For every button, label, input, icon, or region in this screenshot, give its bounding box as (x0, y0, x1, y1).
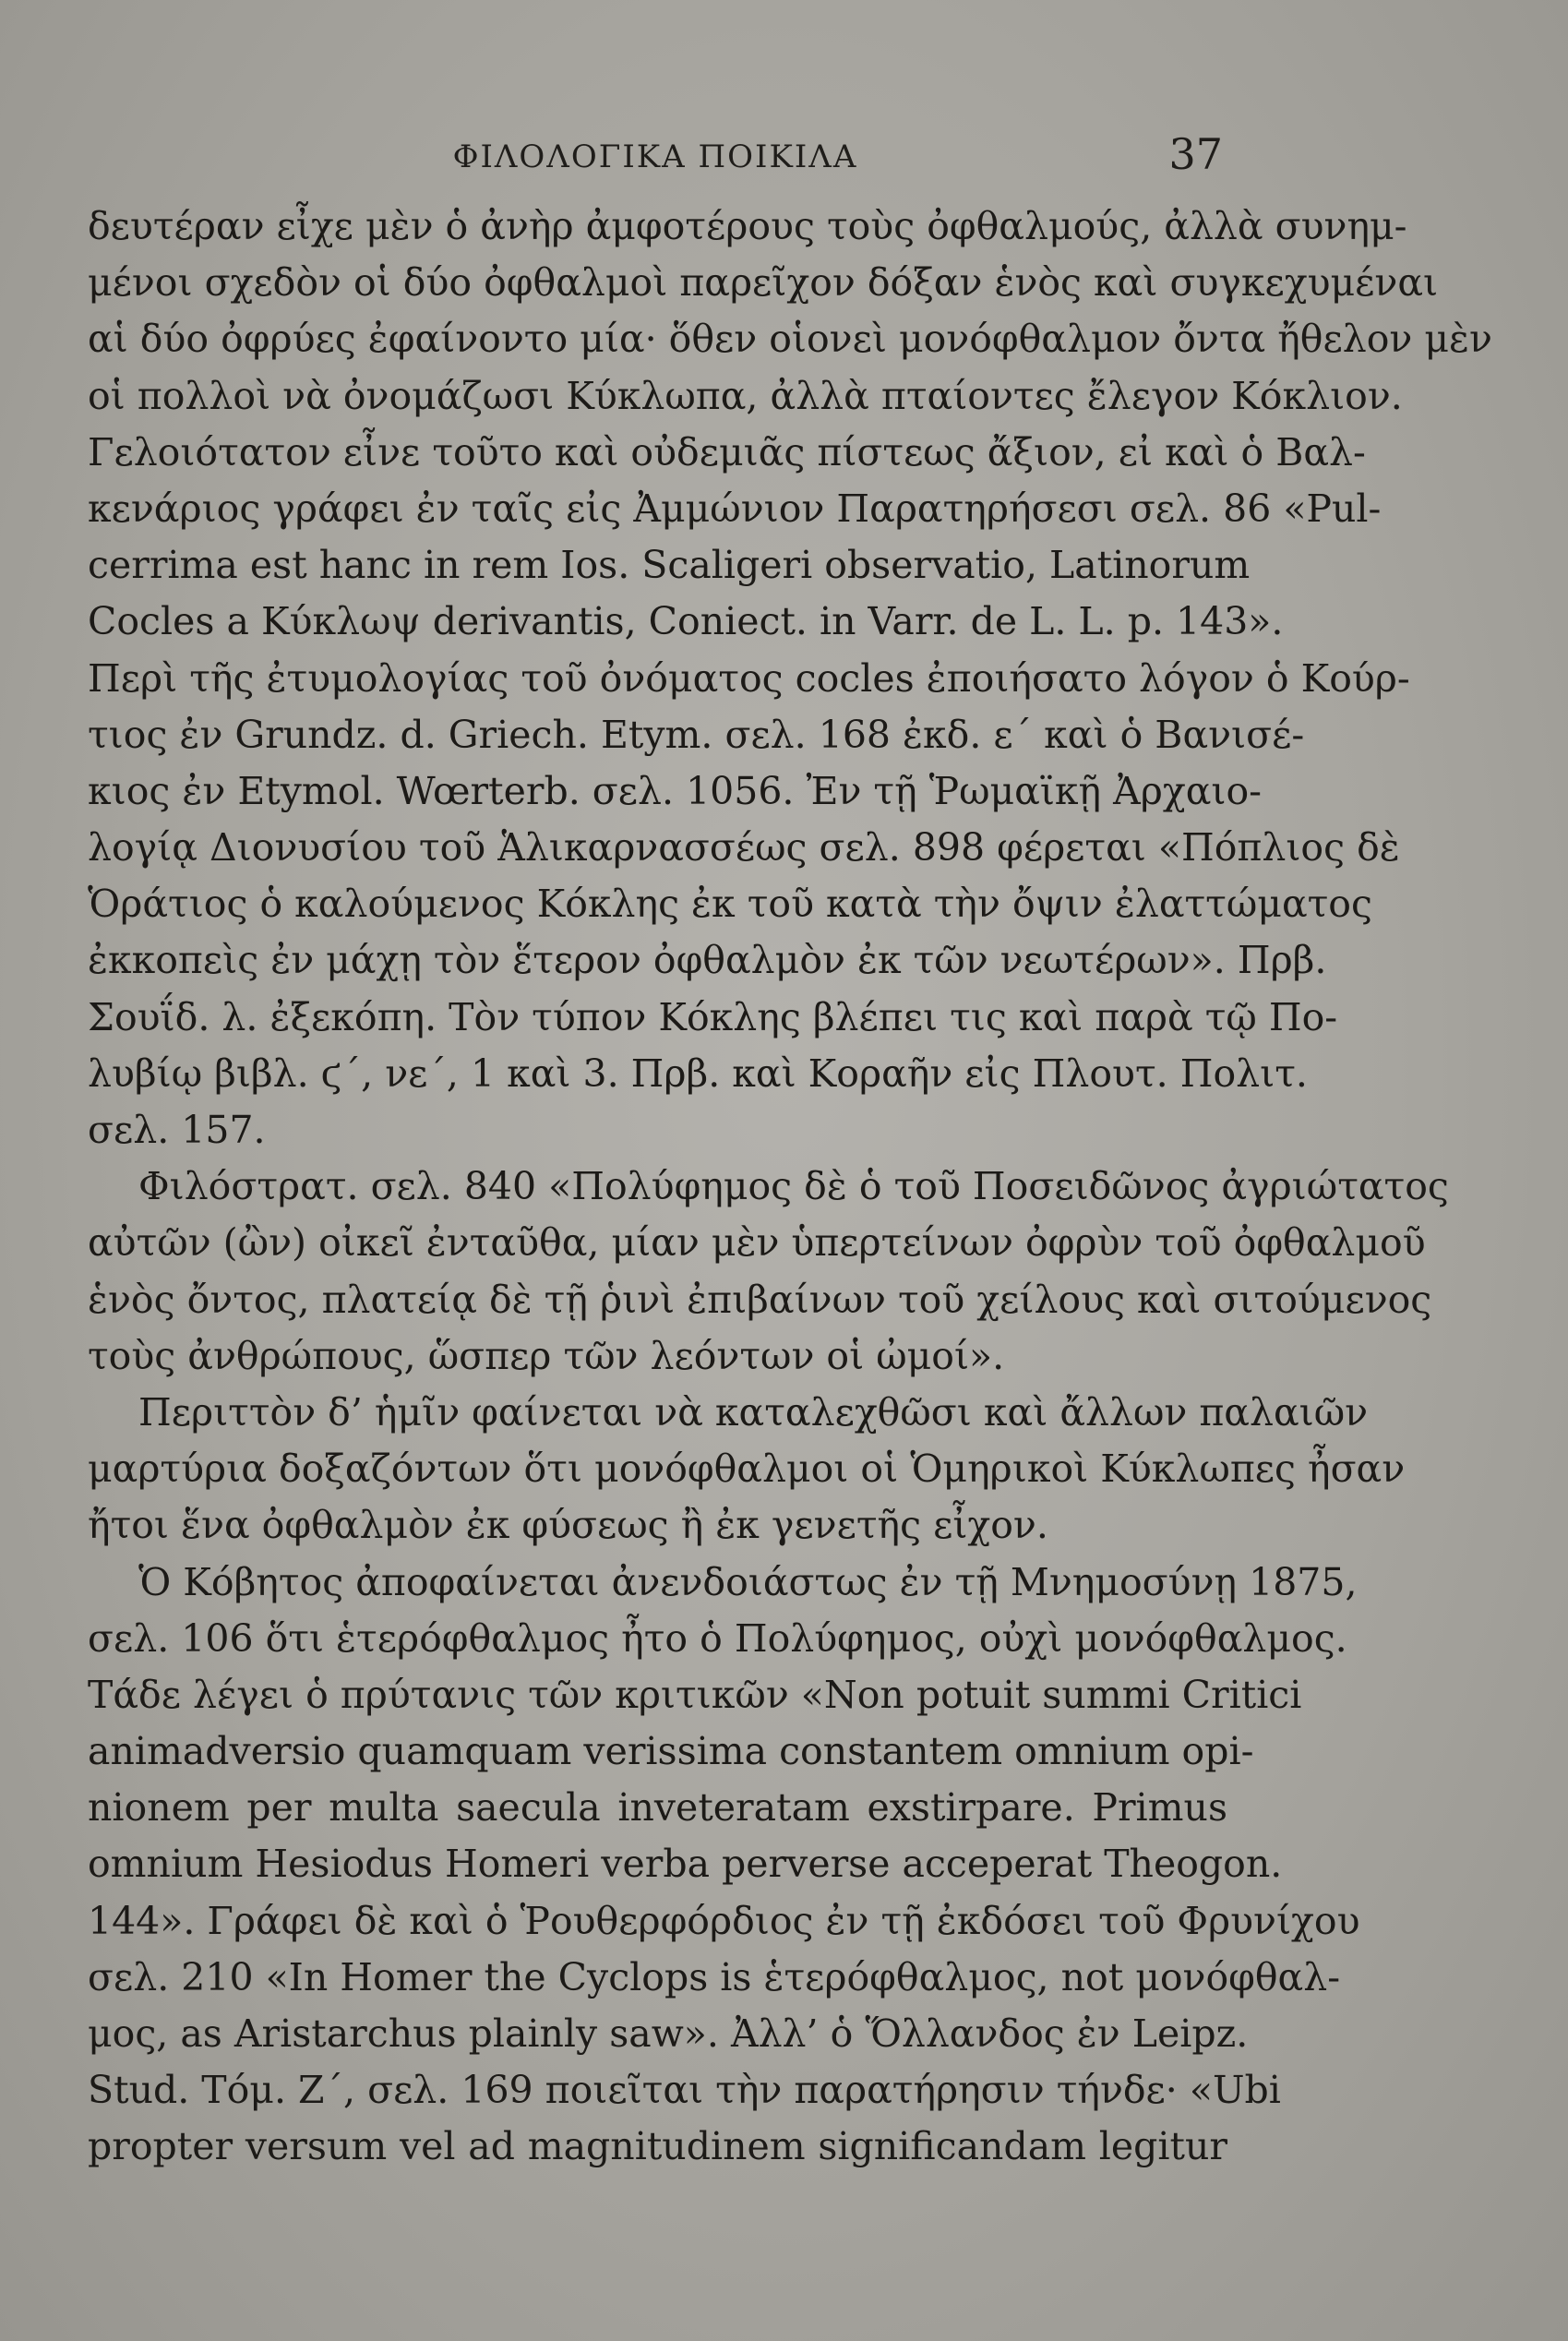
text-line: σελ. 210 «In Homer the Cyclops is ἑτερόφθαλμος, not μονόφθαλ- (88, 1954, 1341, 1999)
text-line: Περὶ τῆς ἐτυμολογίας τοῦ ὀνόματος cocles ἐποιήσατο λόγον ὁ Κούρ- (88, 655, 1410, 701)
text-line: 144». Γράφει δὲ καὶ ὁ Ῥουθερφόρδιος ἐν τῇ ἐκδόσει τοῦ Φρυνίχου (88, 1898, 1360, 1943)
text-line: Cocles a Κύκλωψ derivantis, Coniect. in Varr. de L. L. p. 143». (88, 599, 1284, 644)
text-line: Ὁ Κόβητος ἀποφαίνεται ἀνενδοιάστως ἐν τῇ Μνημοσύνῃ 1875, (138, 1559, 1358, 1604)
text-body (88, 198, 1492, 2176)
running-title: ΦΙΛΟΛΟΓΙΚΑ ΠΟΙΚΙΛΑ (452, 138, 858, 175)
text-line: τοὺς ἀνθρώπους, ὥσπερ τῶν λεόντων οἱ ὠμοί». (88, 1333, 1005, 1378)
text-line: cerrima est hanc in rem Ios. Scaligeri observatio, Latinorum (88, 543, 1251, 588)
text-line: omnium Hesiodus Homeri verba perverse acceperat Theogon. (88, 1842, 1283, 1887)
text-line: αἱ δύο ὀφρύες ἐφαίνοντο μία· ὅθεν οἱονεὶ μονόφθαλμον ὄντα ἤθελον μὲν (88, 317, 1492, 362)
text-line: Γελοιότατον εἶνε τοῦτο καὶ οὐδεμιᾶς πίστεως ἄξιον, εἰ καὶ ὁ Βαλ- (88, 429, 1366, 474)
text-line: κενάριος γράφει ἐν ταῖς εἰς Ἀμμώνιον Παρατηρήσεσι σελ. 86 «Pul- (88, 486, 1382, 531)
text-line: ἐκκοπεὶς ἐν μάχῃ τὸν ἕτερον ὀφθαλμὸν ἐκ τῶν νεωτέρων». Πρβ. (88, 938, 1327, 983)
text-line: Ὁράτιος ὁ καλούμενος Κόκλης ἐκ τοῦ κατὰ τὴν ὄψιν ἐλαττώματος (88, 882, 1372, 927)
text-line: οἱ πολλοὶ νὰ ὀνομάζωσι Κύκλωπα, ἀλλὰ πταίοντες ἔλεγον Κόκλιον. (88, 373, 1403, 418)
text-line: δευτέραν εἶχε μὲν ὁ ἀνὴρ ἀμφοτέρους τοὺς ὀφθαλμούς, ἀλλὰ συνημ- (88, 204, 1407, 248)
page-number: 37 (1168, 129, 1223, 179)
text-line: ἑνὸς ὄντος, πλατείᾳ δὲ τῇ ῥινὶ ἐπιβαίνων τοῦ χείλους καὶ σιτούμενος (88, 1277, 1432, 1322)
text-line: μένοι σχεδὸν οἱ δύο ὀφθαλμοὶ παρεῖχον δόξαν ἑνὸς καὶ συγκεχυμέναι (88, 260, 1439, 306)
text-line: μαρτύρια δοξαζόντων ὅτι μονόφθαλμοι οἱ Ὁμηρικοὶ Κύκλωπες ἦσαν (88, 1447, 1406, 1492)
text-line: μος, as Aristarchus plainly saw». Ἀλλ’ ὁ Ὅλλανδος ἐν Leipz. (88, 2011, 1249, 2056)
text-line: ἤτοι ἕνα ὀφθαλμὸν ἐκ φύσεως ἢ ἐκ γενετῆς εἶχον. (88, 1503, 1048, 1548)
text-line: nionem per multa saecula inveteratam exstirpare. Primus (88, 1785, 1227, 1831)
text-line: κιος ἐν Etymol. Wœrterb. σελ. 1056. Ἐν τῇ Ῥωμαϊκῇ Ἀρχαιο- (88, 768, 1263, 813)
text-line: animadversio quamquam verissima constantem omnium opi- (88, 1729, 1254, 1774)
text-line: Τάδε λέγει ὁ πρύτανις τῶν κριτικῶν «Non potuit summi Critici (88, 1672, 1302, 1717)
text-line: λογίᾳ Διονυσίου τοῦ Ἁλικαρνασσέως σελ. 898 φέρεται «Πόπλιος δὲ (88, 825, 1400, 870)
page-header (88, 129, 1223, 194)
text-line: Περιττὸν δ’ ἡμῖν φαίνεται νὰ καταλεχθῶσι καὶ ἄλλων παλαιῶν (138, 1389, 1369, 1435)
text-line: σελ. 106 ὅτι ἑτερόφθαλμος ἦτο ὁ Πολύφημος, οὐχὶ μονόφθαλμος. (88, 1615, 1347, 1661)
text-line: Φιλόστρατ. σελ. 840 «Πολύφημος δὲ ὁ τοῦ Ποσειδῶνος ἀγριώτατος (138, 1164, 1449, 1209)
text-line: σελ. 157. (88, 1108, 266, 1152)
text-line: Stud. Τόμ. Ζ΄, σελ. 169 ποιεῖται τὴν παρατήρησιν τήνδε· «Ubi (88, 2068, 1281, 2113)
text-line: Σουΐδ. λ. ἐξεκόπη. Τὸν τύπον Κόκλης βλέπει τις καὶ παρὰ τῷ Πο- (88, 994, 1338, 1039)
text-line: propter versum vel ad magnitudinem significandam legitur (88, 2124, 1227, 2169)
text-line: τιος ἐν Grundz. d. Griech. Etym. σελ. 168 ἐκδ. ε΄ καὶ ὁ Βανισέ- (88, 712, 1305, 757)
text-line: αὐτῶν (ὢν) οἰκεῖ ἐνταῦθα, μίαν μὲν ὑπερτείνων ὀφρὺν τοῦ ὀφθαλμοῦ (88, 1220, 1426, 1266)
text-line: λυβίῳ βιβλ. ϛ΄, νε΄, 1 καὶ 3. Πρβ. καὶ Κοραῆν εἰς Πλουτ. Πολιτ. (88, 1050, 1308, 1096)
